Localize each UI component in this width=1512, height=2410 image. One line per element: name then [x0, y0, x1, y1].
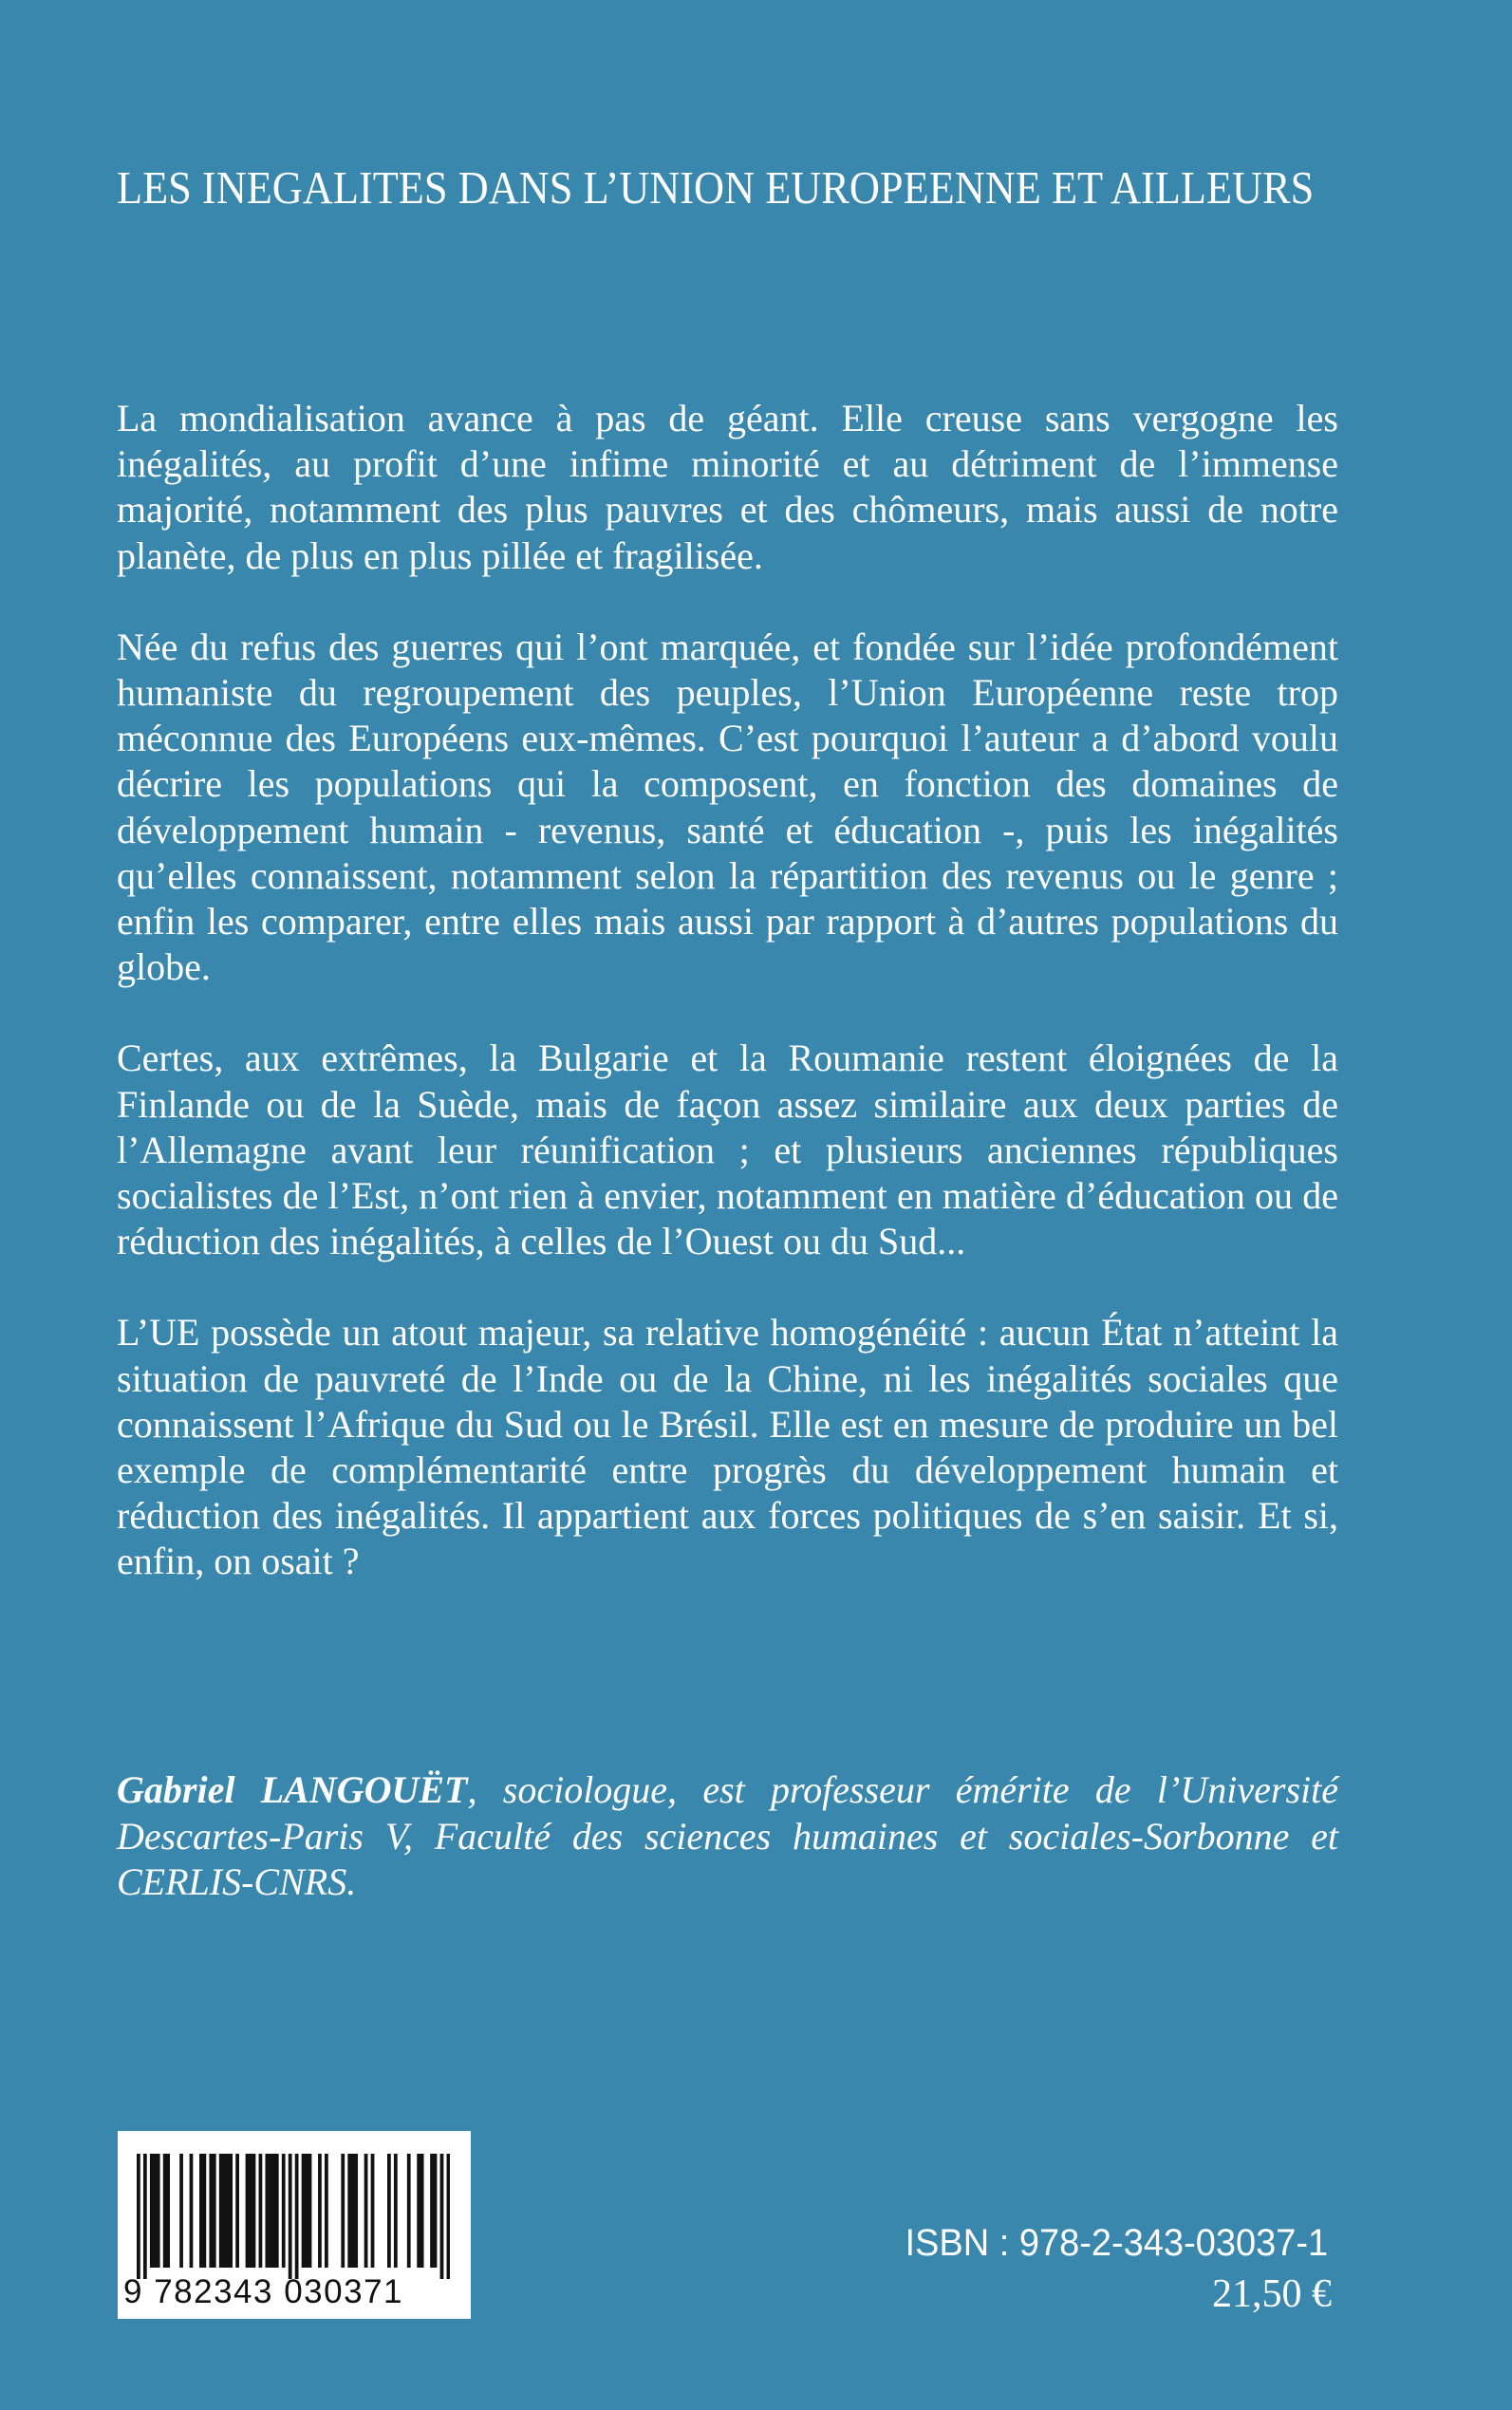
- barcode-bar: [137, 2154, 140, 2279]
- barcode-bar: [325, 2154, 328, 2268]
- barcode-bar: [157, 2154, 160, 2268]
- blurb-paragraph-2: Née du refus des guerres qui l’ont marquée, et fondée sur l’idée profondément humaniste du regroupement des peuples, l’Union Européenne reste trop méconnue des Européens eux-mêmes. C’est pourquoi l’auteur a d’abord voulu décrire les populations qui la composent, en fonction des domaines de développement humain - revenus, santé et éducation -, puis les inégalités qu’elles connaissent, notamment selon la répartition des revenus ou le genre ; enfin les comparer, entre elles mais aussi par rapport à d’autres populations du globe.: [117, 625, 1338, 989]
- barcode-bar: [166, 2154, 170, 2268]
- blurb-paragraph-1: La mondialisation avance à pas de géant. Elle creuse sans vergogne les inégalités, au profit d’une infime minorité et au détriment de l’immense majorité, notamment des plus pauvres et des chômeurs, mais aussi de notre planète, de plus en plus pillée et fragilisée.: [117, 397, 1338, 577]
- barcode-bar: [265, 2154, 269, 2268]
- barcode-bar: [150, 2154, 154, 2268]
- blurb-paragraph-3: Certes, aux extrêmes, la Bulgarie et la Roumanie restent éloignées de la Finlande ou de la Suède, mais de façon assez similaire aux deux parties de l’Allemagne avant leur réunification ; et plusieurs anciennes républiques socialistes de l’Est, n’ont rien à envier, notamment en matière d’éducation ou de réduction des inégalités, à celles de l’Ouest ou du Sud...: [117, 1037, 1338, 1263]
- barcode-bar: [308, 2154, 312, 2268]
- barcode-bar: [190, 2154, 194, 2268]
- barcode-bar: [289, 2154, 292, 2279]
- barcode-bar: [275, 2154, 279, 2268]
- price: 21,50 €: [1212, 2272, 1332, 2316]
- barcode-bar: [153, 2154, 157, 2268]
- barcode-bar: [143, 2154, 147, 2279]
- barcode-bar: [420, 2154, 424, 2268]
- barcode-bar: [209, 2154, 213, 2268]
- barcode-bar: [364, 2154, 368, 2268]
- barcode-bar: [341, 2154, 345, 2268]
- barcode-bar: [163, 2154, 167, 2268]
- barcode-bar: [318, 2154, 322, 2268]
- barcode-bar: [226, 2154, 230, 2268]
- barcode-bar: [246, 2154, 250, 2268]
- barcode-bar: [199, 2154, 203, 2268]
- author-bio-text: , sociologue, est professeur émérite de l’Université Descartes-Paris V, Faculté des sciences humaines et sociales-Sorbonne et CERLIS-CNRS.: [117, 1768, 1338, 1903]
- barcode-bar: [271, 2154, 275, 2268]
- barcode-bar: [434, 2154, 438, 2268]
- author-name: Gabriel LANGOUËT: [117, 1768, 468, 1811]
- barcode-bar: [179, 2154, 183, 2268]
- barcode-bar: [371, 2154, 375, 2268]
- barcode-bar: [394, 2154, 398, 2268]
- blurb-paragraph-4: L’UE possède un atout majeur, sa relative homogénéité : aucun État n’atteint la situation de pauvreté de l’Inde ou de la Chine, ni les inégalités sociales que connaissent l’Afrique du Sud ou le Brésil. Elle est en mesure de produire un bel exemple de complémentarité entre progrès du développement humain et réduction des inégalités. Il appartient aux forces politiques de s’en saisir. Et si, enfin, on osait ?: [117, 1311, 1338, 1583]
- barcode-bar: [219, 2154, 223, 2268]
- barcode-bar: [302, 2154, 306, 2268]
- barcode-bar: [249, 2154, 252, 2268]
- barcode-bar: [351, 2154, 355, 2268]
- isbn: ISBN : 978-2-343-03037-1: [905, 2222, 1328, 2264]
- barcode-bar: [430, 2154, 434, 2268]
- barcode-bar: [354, 2154, 358, 2268]
- barcode-bar: [259, 2154, 263, 2268]
- book-title: LES INEGALITES DANS L’UNION EUROPEENNE ET AILLEURS: [117, 161, 1315, 214]
- barcode-digits: 9 782343 030371: [123, 2273, 403, 2310]
- barcode-bar: [252, 2154, 256, 2268]
- barcode-bar: [235, 2154, 239, 2268]
- barcode-bar: [202, 2154, 206, 2268]
- barcode-bar: [407, 2154, 411, 2268]
- barcode-bar: [269, 2154, 272, 2268]
- barcode-bar: [213, 2154, 216, 2268]
- author-bio: [117, 1767, 1338, 1906]
- barcode-bar: [229, 2154, 233, 2268]
- barcode-bar: [440, 2154, 444, 2279]
- barcode-bar: [447, 2154, 450, 2279]
- barcode-bars: [137, 2154, 450, 2279]
- barcode-bar: [282, 2154, 286, 2268]
- barcode-bar: [417, 2154, 420, 2268]
- barcode-bar: [387, 2154, 391, 2268]
- barcode: [118, 2131, 471, 2319]
- barcode-bar: [305, 2154, 308, 2268]
- barcode-bar: [347, 2154, 351, 2268]
- back-cover-blurb: [117, 396, 1338, 1631]
- barcode-bar: [222, 2154, 226, 2268]
- barcode-bar: [295, 2154, 299, 2279]
